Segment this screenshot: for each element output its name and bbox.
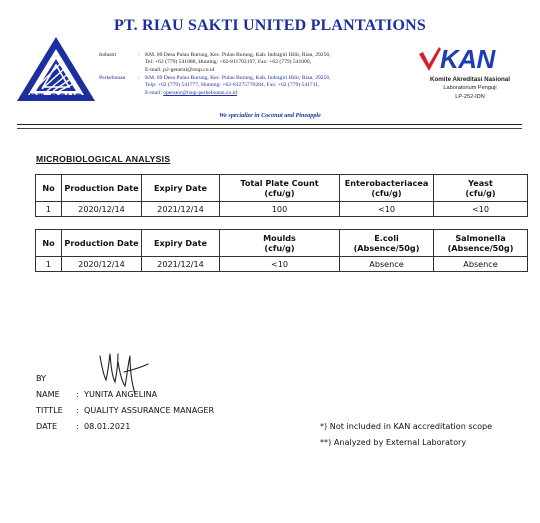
column-header: E.coli (Absence/50g): [340, 230, 434, 257]
industri-line: KM. 00 Desa Pulau Burung, Kec. Pulau Burung, Kab. Indragiri Hilir, Riau, 29256,: [145, 52, 331, 58]
tagline: We specialize in Coconut and Pineapple: [219, 112, 321, 119]
header-rule-thin: [17, 128, 522, 129]
table-cell: 1: [36, 202, 62, 217]
kan-subtitle: Komite Akreditasi Nasional: [430, 76, 510, 83]
table-header-row: [36, 230, 528, 257]
title-label: TITTLE: [36, 405, 63, 415]
industri-line: Tel: +62 (779) 541888, Hunting: +62-811703197, Fax: +62 (779) 541000,: [145, 59, 312, 66]
table-cell: Absence: [434, 257, 528, 272]
industri-colon: :: [138, 52, 140, 58]
name-colon: :: [76, 389, 79, 399]
kan-code: LP-252-IDN: [455, 94, 485, 100]
table-header-row: [36, 175, 528, 202]
perkebunan-label: Perkebunan: [99, 75, 126, 81]
table-cell: 2021/12/14: [142, 257, 220, 272]
kan-scope-note: *) Not included in KAN accreditation scope: [320, 421, 493, 431]
perkebunan-colon: :: [138, 75, 140, 81]
table-row: [36, 257, 528, 272]
kan-lab: Laboratorium Penguji: [443, 85, 497, 91]
logo-text: PT. RSUP: [29, 92, 83, 104]
name-value: YUNITA ANGELINA: [84, 389, 158, 399]
table-cell: 1: [36, 257, 62, 272]
column-header: Enterobacteriacea (cfu/g): [340, 175, 434, 202]
column-header: Moulds (cfu/g): [220, 230, 340, 257]
kan-check-icon: [418, 46, 442, 72]
date-label: DATE: [36, 421, 58, 431]
email-label: E-mail:: [145, 89, 162, 96]
date-value: 08.01.2021: [84, 421, 131, 431]
column-header: Expiry Date: [142, 175, 220, 202]
name-label: NAME: [36, 389, 60, 399]
perkebunan-email-line: [145, 90, 331, 97]
column-header: No: [36, 175, 62, 202]
header-rule: [17, 124, 522, 125]
column-header: Production Date: [62, 230, 142, 257]
kan-wordmark: KAN: [440, 44, 495, 74]
title-value: QUALITY ASSURANCE MANAGER: [84, 405, 215, 415]
column-header: Total Plate Count (cfu/g): [220, 175, 340, 202]
section-title: MICROBIOLOGICAL ANALYSIS: [36, 154, 171, 164]
microbiology-table-1: [35, 174, 528, 217]
table-row: [36, 202, 528, 217]
table-cell: <10: [220, 257, 340, 272]
email-link[interactable]: operator@rsup-perkebunan.co.id: [163, 89, 237, 96]
column-header: Salmonella (Absence/50g): [434, 230, 528, 257]
column-header: Production Date: [62, 175, 142, 202]
perkebunan-line: KM. 09 Desa Pulau Burung, Kec. Pulau Burung, Kab. Indragiri Hilir, Riau, 29256,: [145, 75, 331, 81]
company-name: PT. RIAU SAKTI UNITED PLANTATIONS: [114, 17, 426, 34]
table-cell: <10: [340, 202, 434, 217]
microbiology-table-2: [35, 229, 528, 272]
industri-label: Industri: [99, 52, 117, 58]
table-cell: <10: [434, 202, 528, 217]
column-header: Yeast (cfu/g): [434, 175, 528, 202]
title-colon: :: [76, 405, 79, 415]
column-header: Expiry Date: [142, 230, 220, 257]
industri-line: E-mail: p2-general@rsup.co.id: [145, 66, 215, 73]
table-cell: 2020/12/14: [62, 257, 142, 272]
table-cell: 2021/12/14: [142, 202, 220, 217]
date-colon: :: [76, 421, 79, 431]
table-cell: Absence: [340, 257, 434, 272]
perkebunan-line: Telp: +62 (779) 541777, Hunting: +62-81275770284, Fax: +62 (779) 541711,: [145, 82, 320, 89]
external-lab-note: **) Analyzed by External Laboratory: [320, 437, 467, 447]
by-label: BY: [36, 373, 47, 383]
table-cell: 100: [220, 202, 340, 217]
column-header: No: [36, 230, 62, 257]
table-cell: 2020/12/14: [62, 202, 142, 217]
